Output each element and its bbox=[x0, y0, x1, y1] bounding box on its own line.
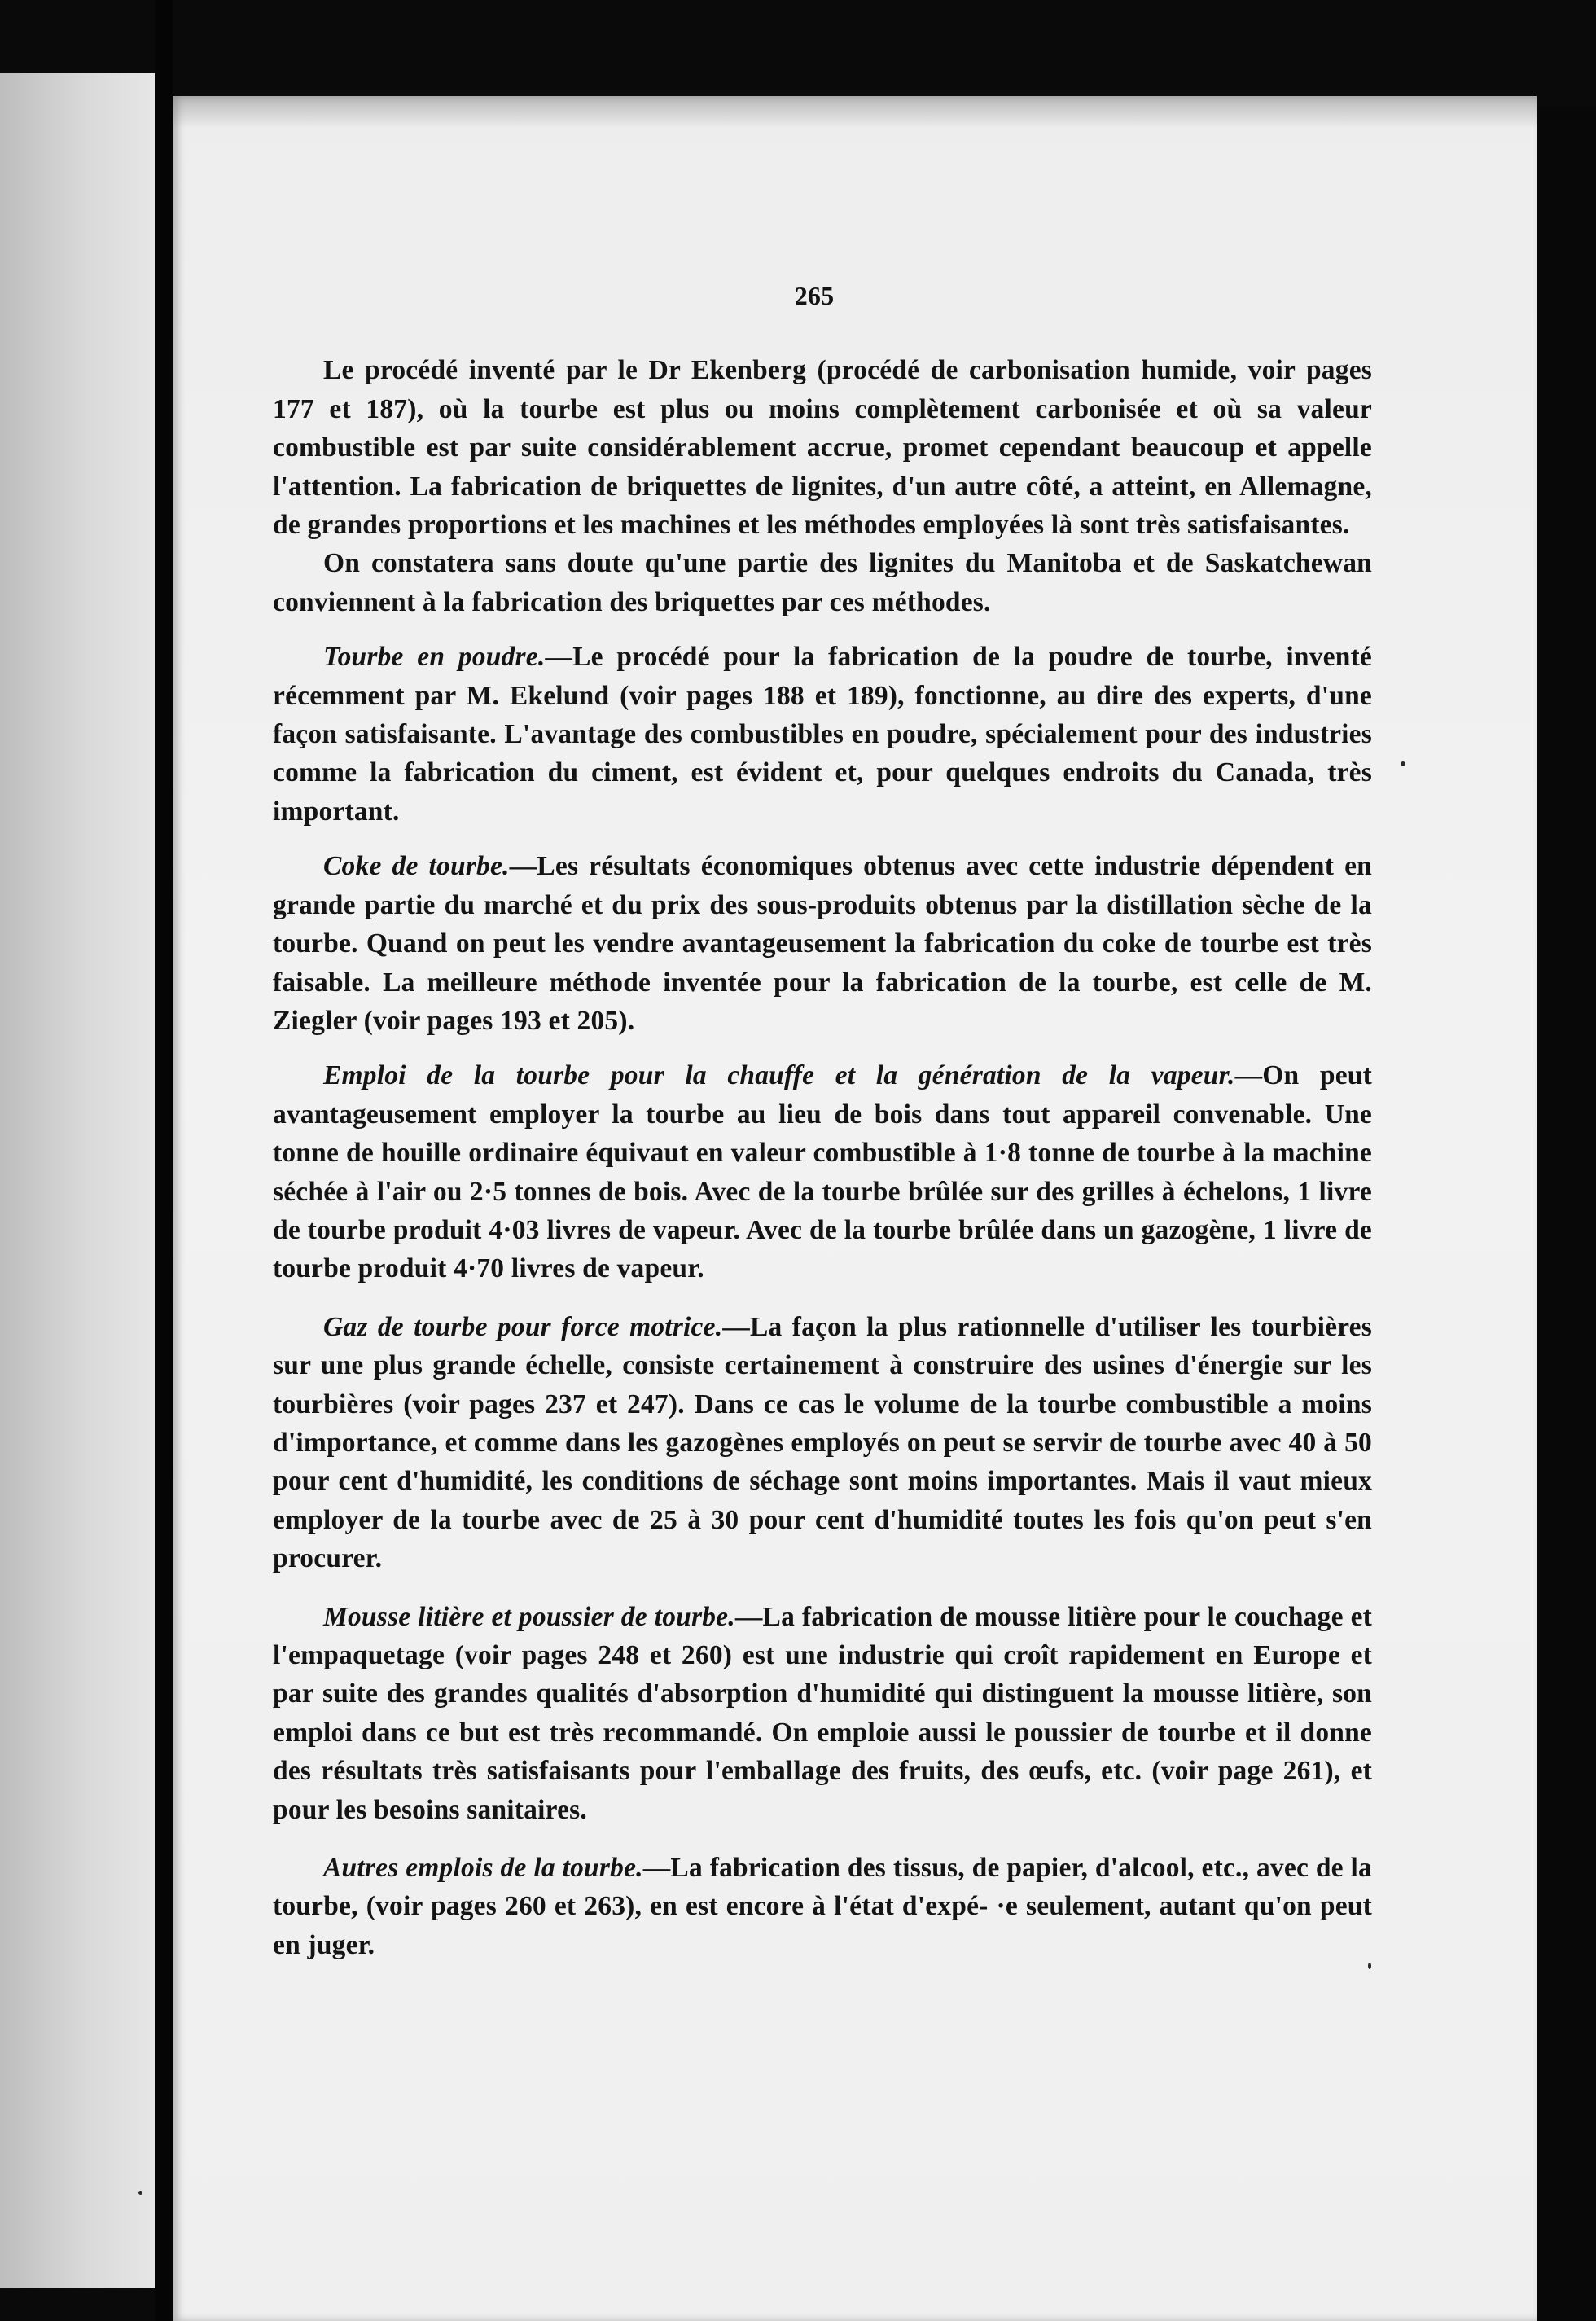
paragraph-ekenberg bbox=[273, 351, 1372, 544]
paragraph-text: —On peut avantageusement employer la tourbe au lieu de bois dans tout appareil convenable. Une tonne de houille ordinaire équivaut en valeur combustible à 1·8 tonne de tourbe à la machine séchée à l'air ou 2·5 tonnes de bois. Avec de la tourbe brûlée sur des grilles à échelons, 1 livre de tourbe produit 4·03 livres de vapeur. Avec de la tourbe brûlée dans un gazogène, 1 livre de tourbe produit 4·70 livres de vapeur. bbox=[273, 1060, 1372, 1284]
section-heading: Coke de tourbe. bbox=[323, 851, 510, 882]
paragraph-text: Le procédé inventé par le Dr Ekenberg (procédé de carbonisation humide, voir pages 177 et 187), où la tourbe est plus ou moins complètement carbonisée et où sa valeur combustible est par suite considérablement accrue, promet cependant beaucoup et appelle l'attention. La fabrication de briquettes de lignites, d'un autre côté, a atteint, en Allemagne, de grandes proportions et les machines et les méthodes employées là sont très satisfaisantes. bbox=[273, 355, 1372, 541]
paragraph-coke-de-tourbe bbox=[273, 847, 1372, 1040]
adjacent-page-edge bbox=[0, 73, 155, 2288]
section-heading: Emploi de la tourbe pour la chauffe et la génération de la vapeur. bbox=[323, 1060, 1235, 1091]
scan-speck bbox=[138, 2191, 142, 2195]
scan-speck bbox=[1368, 1963, 1371, 1969]
paragraph-autres-emplois bbox=[273, 1849, 1372, 1964]
book-binding-gap bbox=[155, 0, 173, 2321]
scan-speck bbox=[1401, 761, 1405, 766]
paragraph-text: —Le procédé pour la fabrication de la poudre de tourbe, inventé récemment par M. Ekelund (voir pages 188 et 189), fonctionne, au dire des experts, d'une façon satisfaisante. L'avantage des combustibles en poudre, spécialement pour des industries comme la fabrication du ciment, est évident et, pour quelques endroits du Canada, très important. bbox=[273, 642, 1372, 827]
paragraph-tourbe-en-poudre bbox=[273, 638, 1372, 831]
section-heading: Mousse litière et poussier de tourbe. bbox=[323, 1601, 735, 1632]
section-heading: Gaz de tourbe pour force motrice. bbox=[323, 1311, 723, 1342]
scan-right-border bbox=[1537, 106, 1596, 2321]
paragraph-text: —Les résultats économiques obtenus avec cette industrie dépendent en grande partie du marché et du prix des sous-produits obtenus par la distillation sèche de la tourbe. Quand on peut les vendre avantageusement la fabrication du coke de tourbe est très faisable. La meilleure méthode inventée pour la fabrication de la tourbe, est celle de M. Ziegler (voir pages 193 et 205). bbox=[273, 851, 1372, 1036]
section-heading: Tourbe en poudre. bbox=[323, 642, 546, 673]
paragraph-gaz-de-tourbe bbox=[273, 1308, 1372, 1578]
page-content bbox=[273, 277, 1372, 1964]
paragraph-emploi-chauffe bbox=[273, 1056, 1372, 1288]
paragraph-text: —La fabrication des tissus, de papier, d'alcool, etc., avec de la tourbe, (voir pages 260 et 263), en est encore à l'état d'expé- ·e seulement, autant qu'on peut en juger. bbox=[273, 1853, 1372, 1960]
section-heading: Autres emplois de la tourbe. bbox=[323, 1853, 643, 1884]
page-top-shadow bbox=[173, 96, 1537, 129]
page-number: 265 bbox=[794, 281, 835, 310]
paragraph-text: —La façon la plus rationnelle d'utiliser les tourbières sur une plus grande échelle, consiste certainement à construire des usines d'énergie sur les tourbières (voir pages 237 et 247). Dans ce cas le volume de la tourbe combustible a moins d'importance, et comme dans les gazogènes employés on peut se servir de tourbe avec 40 à 50 pour cent d'humidité, les conditions de séchage sont moins importantes. Mais il vaut mieux employer de la tourbe avec de 25 à 30 pour cent d'humidité toutes les fois qu'on peut s'en procurer. bbox=[273, 1311, 1372, 1574]
paragraph-text: On constatera sans doute qu'une partie des lignites du Manitoba et de Saskatchewan conviennent à la fabrication des briquettes par ces méthodes. bbox=[273, 548, 1372, 617]
paragraph-text: —La fabrication de mousse litière pour le couchage et l'empaquetage (voir pages 248 et 260) est une industrie qui croît rapidement en Europe et par suite des grandes qualités d'absorption d'humidité qui distinguent la mousse litière, son emploi dans ce but est très recommandé. On emploie aussi le poussier de tourbe et il donne des résultats très satisfaisants pour l'emballage des fruits, des œufs, etc. (voir page 261), et pour les besoins sanitaires. bbox=[273, 1601, 1372, 1825]
paragraph-lignites bbox=[273, 544, 1372, 621]
paragraph-mousse-litiere bbox=[273, 1598, 1372, 1829]
